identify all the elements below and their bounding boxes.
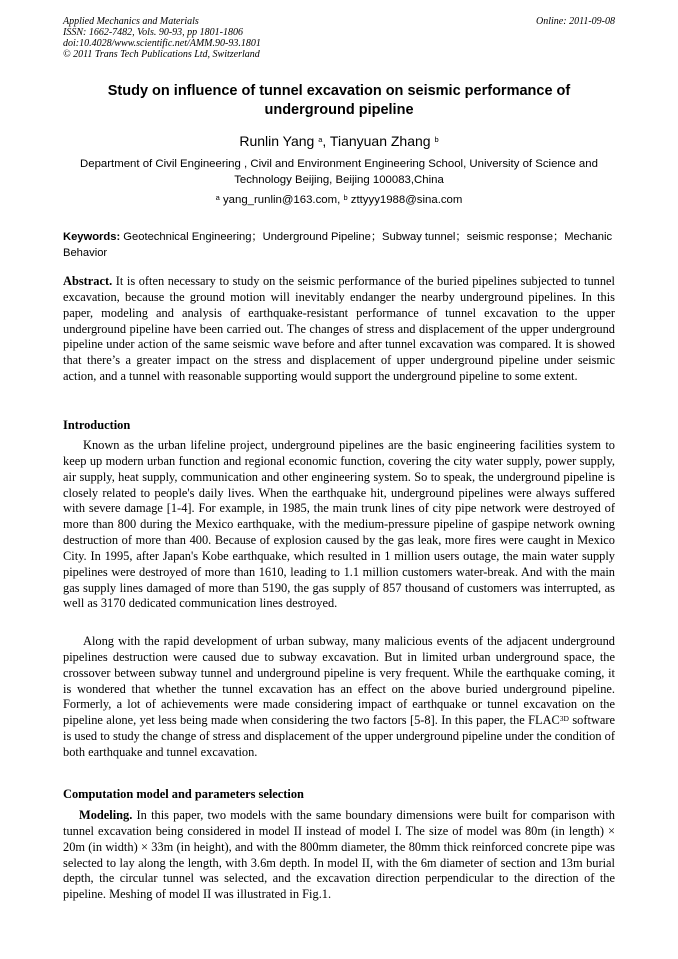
paragraph-text: software is used to study the change of stress and displacement of the upper underground pipeline under the condition of both earthquake and tunnel excavation. [63, 713, 615, 759]
affiliation: Department of Civil Engineering , Civil and Environment Engineering School, University of Science and Technology Beijing, Beijing 100083,China [80, 158, 598, 186]
keywords-label: Keywords: [63, 231, 121, 243]
section-heading-introduction: Introduction [63, 418, 131, 432]
doi-line: doi:10.4028/www.scientific.net/AMM.90-93.1801 [63, 38, 261, 49]
email-mark: a [215, 193, 220, 202]
keywords [63, 229, 615, 261]
author-name: Tianyuan Zhang [329, 133, 431, 149]
email-address: zttyyy1988@sina.com [350, 194, 463, 206]
keywords-text: Geotechnical Engineering；Underground Pipeline；Subway tunnel；seismic response；Mechanic Behavior [63, 231, 613, 259]
email-mark: b [343, 193, 348, 202]
paragraph-text: Along with the rapid development of urban subway, many malicious events of the adjacent underground pipelines destruction were caused due to subway excavation. But in limited urban underground space, the crossover between subway tunnel and underground pipeline is very frequent. While the earthquake coming, it is wondered that whether the tunnel excavation has an effect on the above buried underground pipeline. Formerly, a lot of achievements were made considering impact of earthquake or tunnel excavation on the pipeline alone, yet less being made when considering the two factors [5-8]. In this paper, the FLAC [63, 634, 615, 728]
affiliation-mark: a [318, 135, 323, 144]
online-date: Online: 2011-09-08 [536, 16, 615, 27]
superscript: 3D [559, 714, 569, 724]
modeling-label: Modeling. [79, 808, 133, 822]
author-list [63, 133, 615, 150]
abstract-label: Abstract. [63, 274, 113, 288]
copyright-line: © 2011 Trans Tech Publications Ltd, Switzerland [63, 49, 260, 60]
affiliation-mark: b [434, 135, 439, 144]
author-name: Runlin Yang [239, 133, 315, 149]
journal-name: Applied Mechanics and Materials [63, 16, 199, 27]
abstract [63, 274, 615, 385]
modeling-text: In this paper, two models with the same boundary dimensions were built for comparison with tunnel excavation being considered in model II instead of model I. The size of model was 80m (in length) × 20m (in width) × 33m (in height), and with the 800mm diameter, the 80mm thick reinforced concrete pipe was selected to lay along the length, with 3.6m depth. In model II, with the 6m diameter of section and 13m burial depth, the circular tunnel was selected, and the excavation direction perpendicular to the direction of the pipeline. Meshing of model II was illustrated in Fig.1. [63, 808, 615, 902]
intro-paragraph-2 [63, 634, 615, 761]
email-address: yang_runlin@163.com, [222, 194, 344, 206]
author-emails [63, 192, 615, 208]
paper-title: Study on influence of tunnel excavation on seismic performance of underground pipeline [107, 83, 571, 118]
intro-paragraph-1: Known as the urban lifeline project, underground pipelines are the basic engineering facilities system to keep up modern urban function and regional economic function, covering the city water supply, power supply, air supply, heat supply, communication and other engineering system. So to speak, the underground pipeline is closely related to people's daily lives. When the earthquake hit, underground pipelines were always suffered with severe damage [1-4]. For example, in 1985, the main trunk lines of city pipe network were destroyed of more than 800 during the Mexico earthquake, with the medium-pressure pipeline of gaspipe network owning destruction of more than 400. Because of explosion caused by the gas leak, more fires were caught in Mexico City. In 1995, after Japan's Kobe earthquake, which resulted in 1 million users outage, the main water supply pipelines were destroyed of more than 1610, leading to 1.1 million customers water-break. And with the main gas supply lines damaged of more than 5190, the gas supply of 857 thousand of customers was interrupted, as well as 3170 dedicated communication lines destroyed. [63, 438, 615, 611]
modeling-paragraph [63, 808, 615, 903]
abstract-text: It is often necessary to study on the seismic performance of the buried pipelines subjected to tunnel excavation, because the ground motion will inevitably endanger the nearby underground pipelines. In this paper, modeling and analysis of earthquake-resistant performance of tunnel excavation to the upper underground pipeline have been carried out. The changes of stress and displacement of the upper underground pipeline under action of the same seismic wave before and after tunnel excavation was compared. It is showed that there’s a greater impact on the stress and displacement of upper underground pipeline under seismic action, and a tunnel with reasonable supporting would support the underground pipeline to some extent. [63, 274, 615, 384]
journal-header [63, 16, 615, 60]
issn-line: ISSN: 1662-7482, Vols. 90-93, pp 1801-1806 [63, 27, 243, 38]
author-separator: , [322, 133, 330, 149]
section-heading-computation: Computation model and parameters selection [63, 787, 304, 801]
